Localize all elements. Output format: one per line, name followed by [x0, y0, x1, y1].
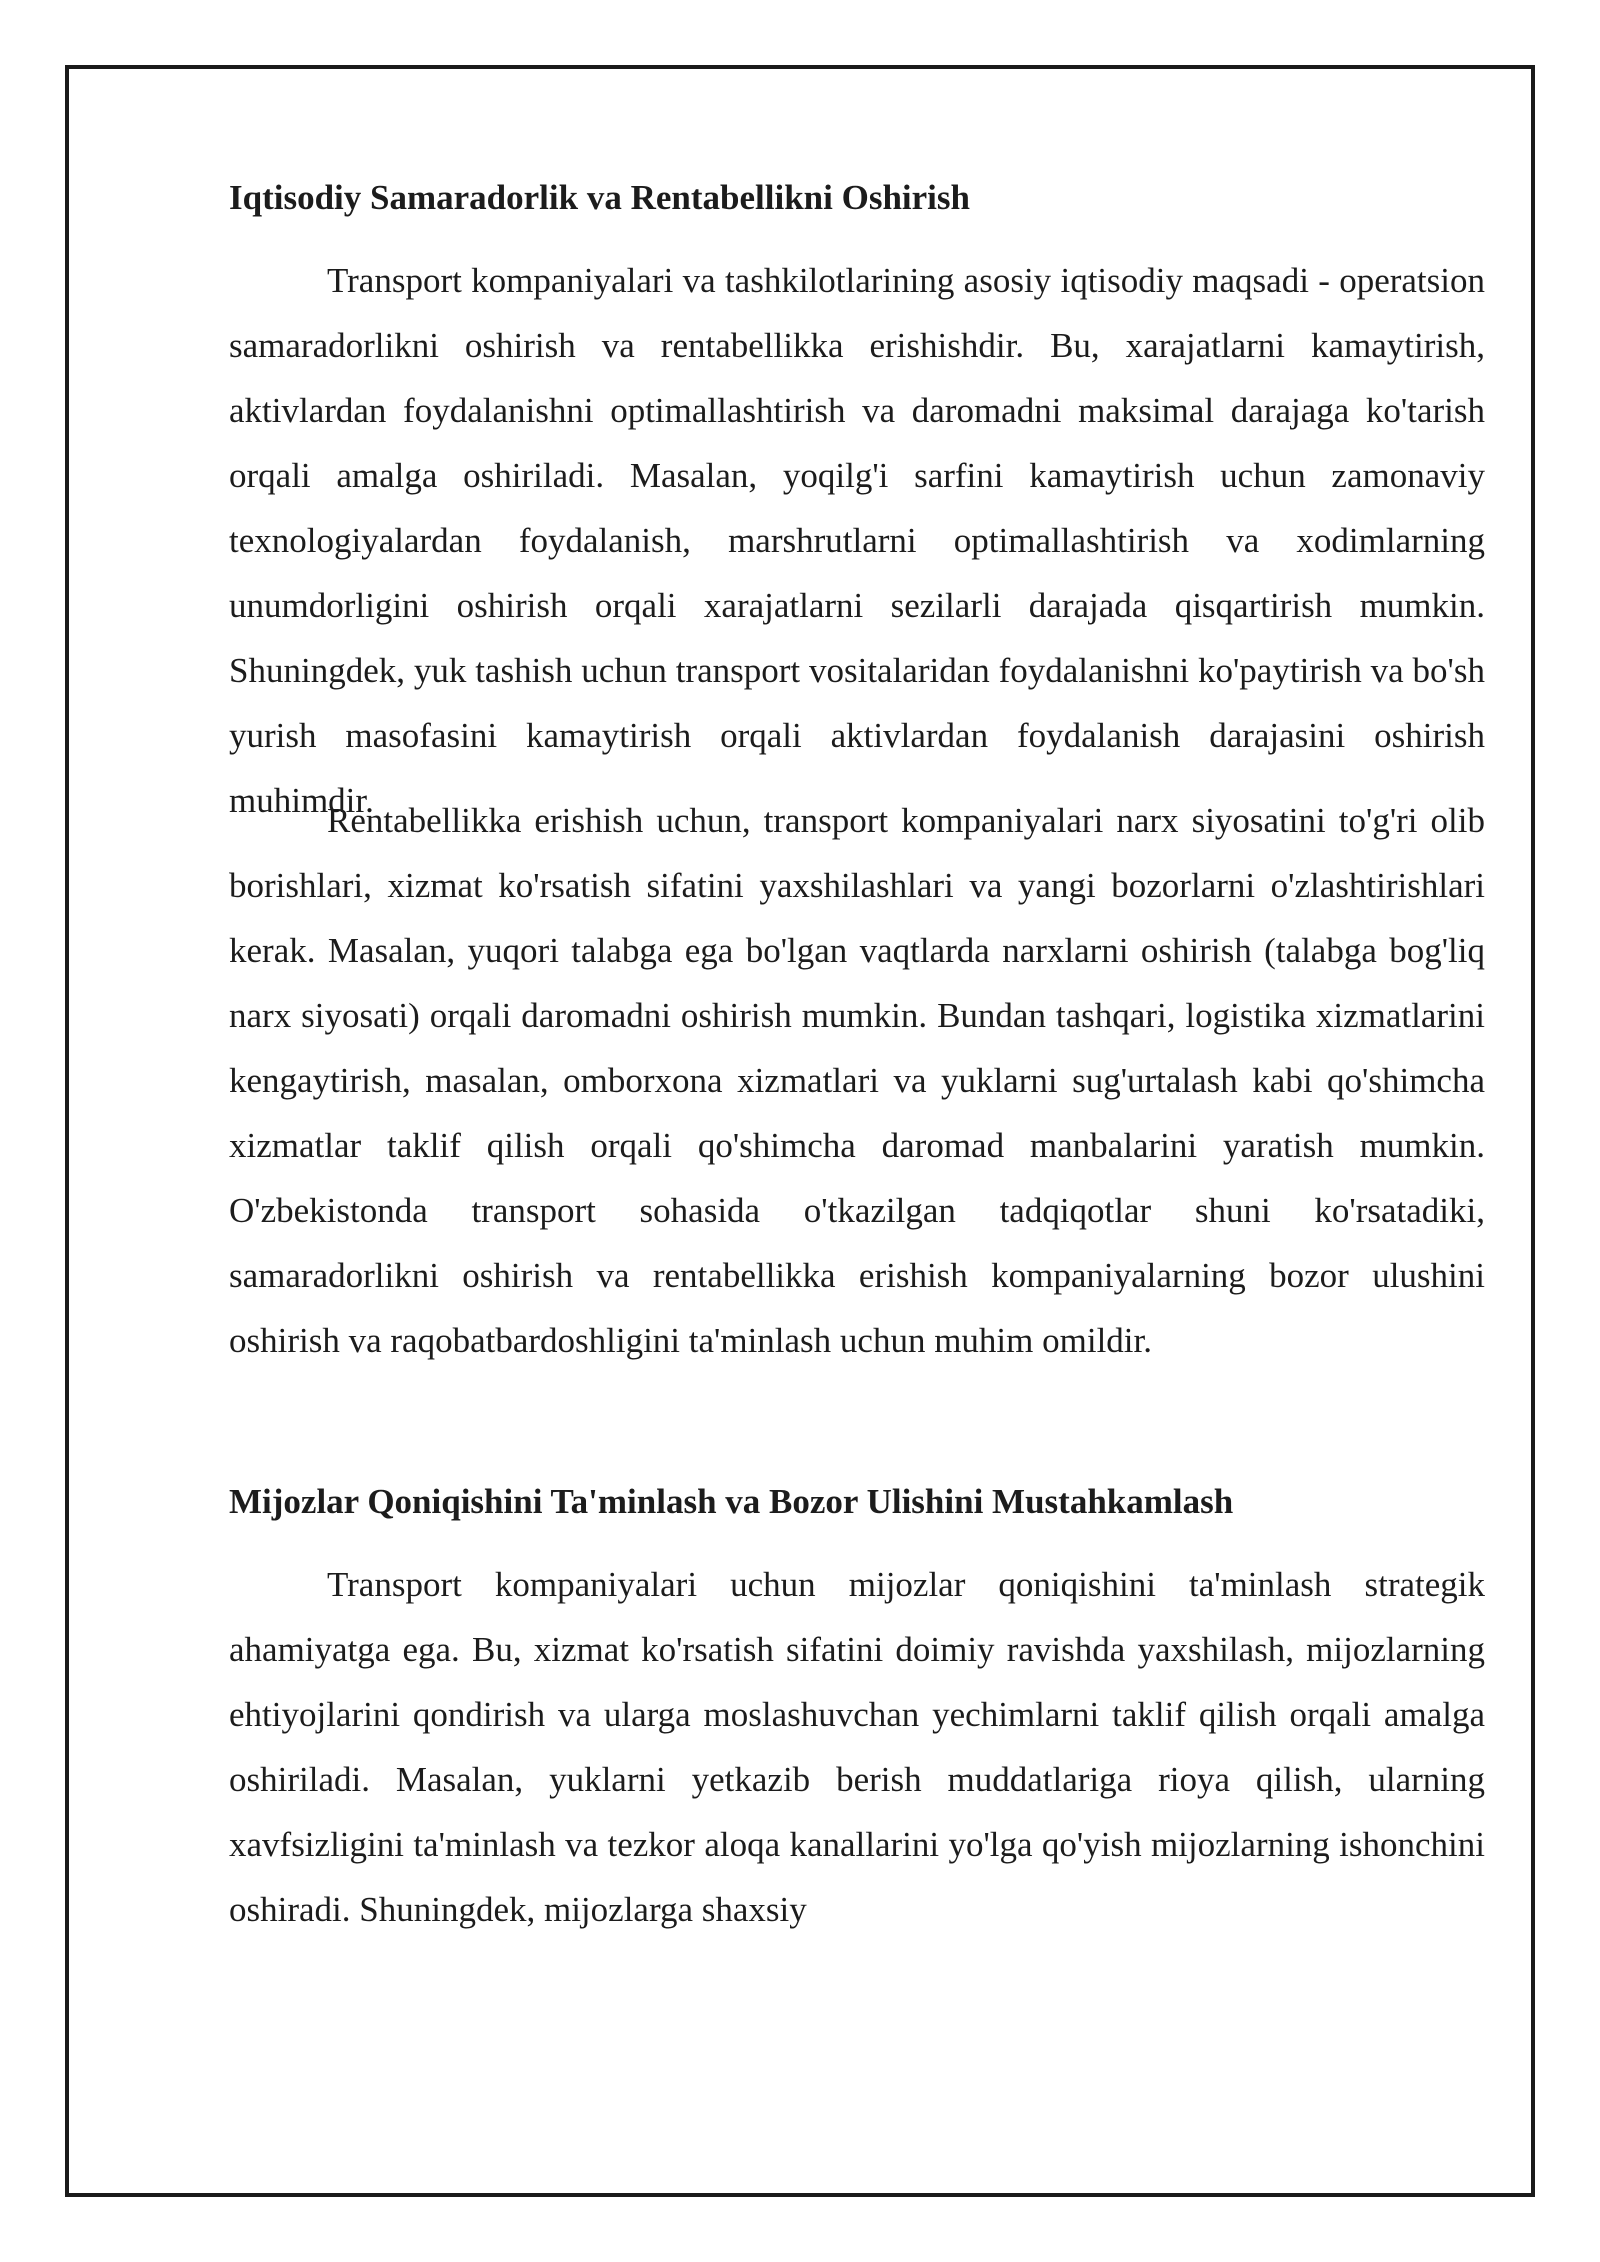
section-heading-efficiency: Iqtisodiy Samaradorlik va Rentabellikni Oshirish: [229, 178, 970, 217]
paragraph-profitability: Rentabellikka erishish uchun, transport kompaniyalari narx siyosatini to'g'ri olib borishlari, xizmat ko'rsatish sifatini yaxshilashlari va yangi bozorlarni o'zlashtirishlari kerak. Masalan, yuqori talabga ega bo'lgan vaqtlarda narxlarni oshirish (talabga bog'liq narx siyosati) orqali daromadni oshirish mumkin. Bundan tashqari, logistika xizmatlarini kengaytirish, masalan, omborxona xizmatlari va yuklarni sug'urtalash kabi qo'shimcha xizmatlar taklif qilish orqali qo'shimcha daromad manbalarini yaratish mumkin. O'zbekistonda transport sohasida o'tkazilgan tadqiqotlar shuni ko'rsatadiki, samaradorlikni oshirish va rentabellikka erishish kompaniyalarning bozor ulushini oshirish va raqobatbardoshligini ta'minlash uchun muhim omildir.: [229, 801, 1485, 1360]
section-heading-customer-satisfaction: Mijozlar Qoniqishini Ta'minlash va Bozor Ulishini Mustahkamlash: [229, 1482, 1234, 1521]
document-body: [229, 168, 1485, 1944]
paragraph-efficiency-costs: Transport kompaniyalari va tashkilotlarining asosiy iqtisodiy maqsadi - operatsion samaradorlikni oshirish va rentabellikka erishishdir. Bu, xarajatlarni kamaytirish, aktivlardan foydalanishni optimallashtirish va daromadni maksimal darajaga ko'tarish orqali amalga oshiriladi. Masalan, yoqilg'i sarfini kamaytirish uchun zamonaviy texnologiyalardan foydalanish, marshrutlarni optimallashtirish va xodimlarning unumdorligini oshirish orqali xarajatlarni sezilarli darajada qisqartirish mumkin. Shuningdek, yuk tashish uchun transport vositalaridan foydalanishni ko'paytirish va bo'sh yurish masofasini kamaytirish orqali aktivlardan foydalanish darajasini oshirish muhimdir.: [229, 261, 1485, 820]
paragraph-customer-satisfaction: Transport kompaniyalari uchun mijozlar qoniqishini ta'minlash strategik ahamiyatga ega. Bu, xizmat ko'rsatish sifatini doimiy ravishda yaxshilash, mijozlarning ehtiyojlarini qondirish va ularga moslashuvchan yechimlarni taklif qilish orqali amalga oshiriladi. Masalan, yuklarni yetkazib berish muddatlariga rioya qilish, ularning xavfsizligini ta'minlash va tezkor aloqa kanallarini yo'lga qo'yish mijozlarning ishonchini oshiradi. Shuningdek, mijozlarga shaxsiy: [229, 1565, 1485, 1929]
